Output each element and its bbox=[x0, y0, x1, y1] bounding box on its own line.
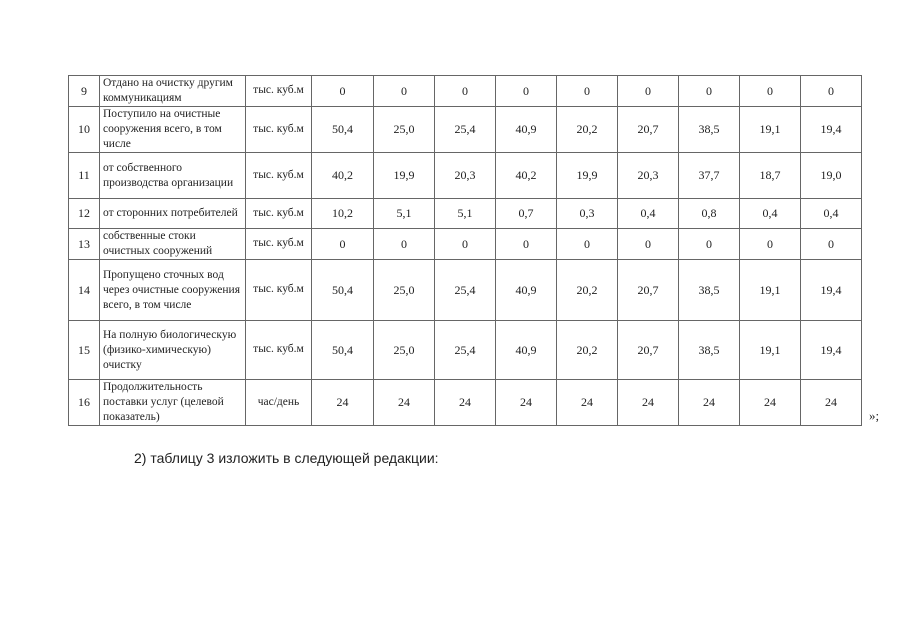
indicator-name: Отдано на очистку другим коммуникациям bbox=[100, 76, 246, 107]
value-cell: 50,4 bbox=[312, 321, 374, 380]
value-cell: 0 bbox=[801, 76, 862, 107]
value-cell: 19,9 bbox=[557, 153, 618, 199]
value-cell: 19,1 bbox=[740, 260, 801, 321]
value-cell: 0 bbox=[435, 229, 496, 260]
value-cell: 0,8 bbox=[679, 199, 740, 229]
value-cell: 0 bbox=[557, 76, 618, 107]
row-number: 13 bbox=[69, 229, 100, 260]
value-cell: 0 bbox=[801, 229, 862, 260]
unit-cell: час/день bbox=[246, 380, 312, 426]
value-cell: 19,4 bbox=[801, 260, 862, 321]
value-cell: 20,7 bbox=[618, 107, 679, 153]
unit-cell: тыс. куб.м bbox=[246, 153, 312, 199]
indicator-name: от сторонних потребителей bbox=[100, 199, 246, 229]
value-cell: 0 bbox=[496, 229, 557, 260]
value-cell: 0 bbox=[496, 76, 557, 107]
indicators-table bbox=[68, 75, 862, 426]
value-cell: 40,2 bbox=[312, 153, 374, 199]
row-number: 12 bbox=[69, 199, 100, 229]
value-cell: 25,0 bbox=[374, 107, 435, 153]
table-row bbox=[69, 199, 862, 229]
table-row bbox=[69, 153, 862, 199]
value-cell: 0,4 bbox=[618, 199, 679, 229]
indicator-name: Поступило на очистные сооружения всего, в том числе bbox=[100, 107, 246, 153]
value-cell: 0,7 bbox=[496, 199, 557, 229]
value-cell: 20,2 bbox=[557, 260, 618, 321]
value-cell: 20,3 bbox=[435, 153, 496, 199]
row-number: 16 bbox=[69, 380, 100, 426]
value-cell: 5,1 bbox=[435, 199, 496, 229]
row-number: 11 bbox=[69, 153, 100, 199]
value-cell: 40,2 bbox=[496, 153, 557, 199]
value-cell: 0 bbox=[374, 229, 435, 260]
row-number: 15 bbox=[69, 321, 100, 380]
table-row bbox=[69, 321, 862, 380]
value-cell: 0 bbox=[740, 76, 801, 107]
value-cell: 20,3 bbox=[618, 153, 679, 199]
value-cell: 37,7 bbox=[679, 153, 740, 199]
table-row bbox=[69, 229, 862, 260]
value-cell: 25,4 bbox=[435, 321, 496, 380]
value-cell: 0 bbox=[435, 76, 496, 107]
value-cell: 38,5 bbox=[679, 321, 740, 380]
unit-cell: тыс. куб.м bbox=[246, 199, 312, 229]
value-cell: 24 bbox=[312, 380, 374, 426]
value-cell: 38,5 bbox=[679, 260, 740, 321]
value-cell: 50,4 bbox=[312, 107, 374, 153]
indicator-name: Продолжительность поставки услуг (целевой показатель) bbox=[100, 380, 246, 426]
value-cell: 0 bbox=[312, 229, 374, 260]
table-row bbox=[69, 76, 862, 107]
table-row bbox=[69, 260, 862, 321]
value-cell: 24 bbox=[374, 380, 435, 426]
value-cell: 10,2 bbox=[312, 199, 374, 229]
value-cell: 25,4 bbox=[435, 107, 496, 153]
indicator-name: собственные стоки очистных сооружений bbox=[100, 229, 246, 260]
indicator-name: от собственного производства организации bbox=[100, 153, 246, 199]
indicator-name: Пропущено сточных вод через очистные сооружения всего, в том числе bbox=[100, 260, 246, 321]
value-cell: 19,4 bbox=[801, 107, 862, 153]
value-cell: 19,4 bbox=[801, 321, 862, 380]
value-cell: 40,9 bbox=[496, 321, 557, 380]
value-cell: 25,0 bbox=[374, 321, 435, 380]
value-cell: 25,0 bbox=[374, 260, 435, 321]
value-cell: 24 bbox=[679, 380, 740, 426]
value-cell: 24 bbox=[801, 380, 862, 426]
value-cell: 50,4 bbox=[312, 260, 374, 321]
value-cell: 25,4 bbox=[435, 260, 496, 321]
value-cell: 40,9 bbox=[496, 107, 557, 153]
indicator-name: На полную биологическую (физико-химическую) очистку bbox=[100, 321, 246, 380]
value-cell: 0 bbox=[679, 229, 740, 260]
unit-cell: тыс. куб.м bbox=[246, 260, 312, 321]
unit-cell: тыс. куб.м bbox=[246, 229, 312, 260]
value-cell: 19,1 bbox=[740, 107, 801, 153]
row-number: 9 bbox=[69, 76, 100, 107]
row-number: 14 bbox=[69, 260, 100, 321]
value-cell: 0 bbox=[312, 76, 374, 107]
value-cell: 24 bbox=[496, 380, 557, 426]
value-cell: 18,7 bbox=[740, 153, 801, 199]
value-cell: 0,4 bbox=[801, 199, 862, 229]
amendment-paragraph: 2) таблицу 3 изложить в следующей редакции: bbox=[134, 450, 439, 466]
unit-cell: тыс. куб.м bbox=[246, 76, 312, 107]
value-cell: 0,3 bbox=[557, 199, 618, 229]
table-row bbox=[69, 380, 862, 426]
value-cell: 0 bbox=[557, 229, 618, 260]
value-cell: 19,1 bbox=[740, 321, 801, 380]
value-cell: 19,0 bbox=[801, 153, 862, 199]
value-cell: 0,4 bbox=[740, 199, 801, 229]
unit-cell: тыс. куб.м bbox=[246, 107, 312, 153]
value-cell: 19,9 bbox=[374, 153, 435, 199]
unit-cell: тыс. куб.м bbox=[246, 321, 312, 380]
closing-quote-mark: »; bbox=[869, 408, 880, 423]
value-cell: 5,1 bbox=[374, 199, 435, 229]
value-cell: 0 bbox=[618, 229, 679, 260]
value-cell: 20,2 bbox=[557, 107, 618, 153]
value-cell: 24 bbox=[435, 380, 496, 426]
value-cell: 0 bbox=[374, 76, 435, 107]
value-cell: 40,9 bbox=[496, 260, 557, 321]
value-cell: 0 bbox=[679, 76, 740, 107]
value-cell: 0 bbox=[618, 76, 679, 107]
value-cell: 20,7 bbox=[618, 321, 679, 380]
value-cell: 24 bbox=[557, 380, 618, 426]
value-cell: 24 bbox=[618, 380, 679, 426]
row-number: 10 bbox=[69, 107, 100, 153]
table-row bbox=[69, 107, 862, 153]
value-cell: 0 bbox=[740, 229, 801, 260]
value-cell: 20,7 bbox=[618, 260, 679, 321]
value-cell: 38,5 bbox=[679, 107, 740, 153]
value-cell: 20,2 bbox=[557, 321, 618, 380]
value-cell: 24 bbox=[740, 380, 801, 426]
